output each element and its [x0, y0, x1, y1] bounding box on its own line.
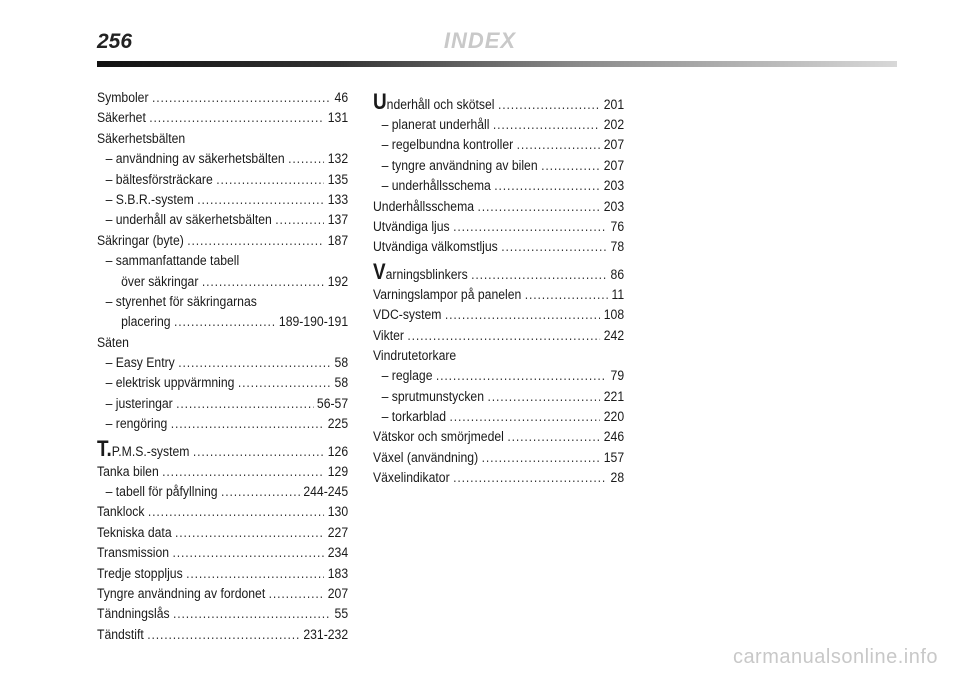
index-entry-label: över säkringar: [121, 273, 199, 290]
index-entry: [97, 292, 348, 312]
index-entry-label: Växel (användning): [373, 449, 479, 466]
index-entry: [97, 584, 348, 604]
index-entry-page: 189-190-191: [278, 314, 349, 331]
index-entry: [97, 502, 348, 522]
index-entry: [97, 210, 348, 230]
index-entry-page: 126: [327, 443, 349, 460]
dot-leader: [541, 156, 600, 176]
dot-leader: [507, 427, 600, 447]
dot-leader: [171, 414, 325, 434]
dot-leader: [269, 584, 325, 604]
index-entry-page: 227: [327, 524, 349, 541]
index-entry-label: – styrenhet för säkringarnas: [105, 293, 257, 310]
index-entry: [373, 115, 624, 135]
dot-leader: [493, 115, 600, 135]
index-entry-label: – regelbundna kontroller: [381, 137, 514, 154]
index-entry-label: Underhåll och skötsel: [373, 89, 495, 114]
index-entry-label: Tändningslås: [97, 606, 170, 623]
index-entry: [373, 197, 624, 217]
index-entry: [97, 482, 348, 502]
dot-leader: [178, 353, 331, 373]
index-entry: [373, 89, 625, 115]
index-entry: [97, 129, 348, 149]
page-number: 256: [97, 30, 133, 53]
index-entry-page: 11: [611, 286, 625, 303]
index-entry-label: – underhåll av säkerhetsbälten: [105, 212, 272, 229]
index-entry-page: 78: [610, 239, 625, 256]
index-entry: [373, 176, 624, 196]
index-entry: [373, 285, 624, 305]
index-entry-label: Tredje stoppljus: [97, 565, 183, 582]
dot-leader: [216, 170, 324, 190]
index-entry-label: Säkerhetsbälten: [97, 130, 186, 147]
dot-leader: [482, 448, 601, 468]
index-entry-page: 220: [603, 409, 625, 426]
dot-leader: [173, 604, 331, 624]
index-entry-label: Tyngre användning av fordonet: [97, 585, 266, 602]
index-entry-label: – rengöring: [105, 416, 168, 433]
index-entry-label: – reglage: [381, 368, 433, 385]
index-entry-page: 221: [603, 388, 625, 405]
index-entry-page: 207: [327, 585, 349, 602]
index-entry-label: Säkringar (byte): [97, 232, 184, 249]
dot-leader: [149, 108, 324, 128]
index-entry: [97, 625, 348, 645]
index-entry-page: 183: [327, 565, 349, 582]
index-entry: [97, 170, 348, 190]
index-entry-page: 244-245: [303, 484, 349, 501]
index-entry: [373, 156, 624, 176]
index-entry-page: 207: [603, 137, 625, 154]
index-entry: [97, 108, 348, 128]
index-entry-page: 58: [334, 375, 349, 392]
index-entry: [97, 190, 348, 210]
index-entry-label: – elektrisk uppvärmning: [105, 375, 235, 392]
index-entry: [373, 326, 624, 346]
index-entry-page: 225: [327, 416, 349, 433]
index-entry-page: 133: [327, 191, 349, 208]
dot-leader: [288, 149, 324, 169]
dot-leader: [148, 502, 324, 522]
index-entry-label: – sammanfattande tabell: [105, 253, 240, 270]
index-entry: [97, 231, 348, 251]
index-entry-label: – Easy Entry: [105, 355, 175, 372]
index-entry: [373, 468, 624, 488]
index-entry-page: 108: [603, 307, 625, 324]
index-entry-page: 192: [327, 273, 349, 290]
index-entry-label: – S.B.R.-system: [105, 191, 194, 208]
dot-leader: [174, 312, 275, 332]
index-entry-page: 207: [603, 157, 625, 174]
dot-leader: [193, 442, 324, 462]
dot-leader: [186, 564, 324, 584]
index-entry: [373, 387, 624, 407]
index-entry-page: 234: [327, 545, 349, 562]
index-entry: [373, 448, 624, 468]
index-entry: [373, 305, 624, 325]
dot-leader: [147, 625, 300, 645]
index-entry-page: 131: [327, 110, 349, 127]
dot-leader: [477, 197, 600, 217]
index-entry: [373, 427, 624, 447]
index-entry-label: Vätskor och smörjmedel: [373, 429, 504, 446]
index-entry-label: – planerat underhåll: [381, 117, 490, 133]
index-entry: [373, 258, 625, 285]
index-entry-label: – underhållsschema: [381, 178, 491, 195]
index-entry-page: 246: [603, 429, 625, 446]
index-entry-page: 202: [603, 117, 625, 133]
dot-leader: [175, 523, 324, 543]
index-entry-label: VDC-system: [373, 307, 442, 324]
index-entry-label: – tyngre användning av bilen: [381, 157, 538, 174]
dot-leader: [445, 305, 600, 325]
dot-leader: [176, 394, 313, 414]
index-entry-label: T.P.M.S.-system: [97, 435, 190, 461]
index-entry: [97, 149, 348, 169]
index-entry: [97, 251, 348, 271]
index-entry-page: 203: [603, 198, 625, 215]
index-entry-label: Tanka bilen: [97, 463, 159, 480]
index-entry-label: Transmission: [97, 545, 170, 562]
index-entry: [97, 312, 348, 332]
index-entry-label: Växelindikator: [373, 470, 450, 487]
index-entry-label: Vindrutetorkare: [373, 347, 457, 364]
index-entry-page: 55: [334, 606, 349, 623]
index-entry-label: Säkerhet: [97, 110, 146, 127]
index-entry-page: 157: [603, 449, 625, 466]
index-entry-label: Utvändiga välkomstljus: [373, 239, 498, 256]
dot-leader: [501, 237, 607, 257]
dot-leader: [498, 95, 600, 115]
index-entry: [373, 217, 624, 237]
index-entry: [97, 88, 348, 108]
index-entry-page: 203: [603, 178, 625, 195]
index-entry-label: – tabell för påfyllning: [105, 484, 218, 501]
index-entry-label: Symboler: [97, 90, 149, 106]
index-entry-page: 129: [327, 463, 349, 480]
dot-leader: [471, 265, 607, 285]
dot-leader: [152, 88, 331, 108]
index-entry: [373, 135, 624, 155]
index-entry: [97, 373, 348, 393]
index-entry-page: 135: [327, 171, 349, 188]
dot-leader: [238, 373, 331, 393]
index-entry-label: Tekniska data: [97, 524, 172, 541]
index-entry-label: Tändstift: [97, 626, 144, 643]
index-entry: [373, 346, 624, 366]
index-entry-page: 58: [334, 355, 349, 372]
index-entry-label: – justeringar: [105, 395, 173, 412]
index-entry-page: 137: [327, 212, 349, 229]
watermark[interactable]: carmanualsonline.info: [732, 646, 938, 668]
index-entry: [97, 394, 348, 414]
index-entry-page: 56-57: [316, 395, 349, 412]
dot-leader: [487, 387, 600, 407]
index-entry-page: 187: [327, 232, 349, 249]
dot-leader: [436, 366, 607, 386]
dot-leader: [494, 176, 600, 196]
index-entry-label: – användning av säkerhetsbälten: [105, 151, 285, 168]
index-entry-page: 201: [603, 97, 625, 113]
index-column-left: [97, 88, 348, 645]
dot-leader: [197, 190, 324, 210]
dot-leader: [162, 462, 324, 482]
index-entry-page: 231-232: [303, 626, 349, 643]
index-entry-label: – torkarblad: [381, 409, 447, 426]
page-title: INDEX: [443, 28, 517, 53]
dot-leader: [517, 135, 601, 155]
index-entry-page: 46: [334, 90, 349, 106]
header-divider: [97, 61, 897, 67]
dot-leader: [275, 210, 324, 230]
index-entry-page: 130: [327, 504, 349, 521]
index-entry: [373, 407, 624, 427]
index-entry-label: Tanklock: [97, 504, 145, 521]
dot-leader: [173, 543, 325, 563]
index-entry-label: Säten: [97, 334, 129, 351]
index-entry: [97, 353, 348, 373]
index-entry-label: Underhållsschema: [373, 198, 475, 215]
index-entry-page: 86: [610, 266, 625, 283]
index-entry-label: Varningslampor på panelen: [373, 286, 522, 303]
dot-leader: [453, 217, 607, 237]
index-entry-label: – bältesförsträckare: [105, 171, 213, 188]
index-entry: [97, 604, 348, 624]
index-entry-label: – sprutmunstycken: [381, 388, 485, 405]
index-entry-page: 132: [327, 151, 349, 168]
index-entry: [97, 333, 348, 353]
dot-leader: [453, 468, 607, 488]
index-entry: [97, 543, 348, 563]
index-entry-page: 79: [610, 368, 625, 385]
index-entry-page: 76: [610, 218, 625, 235]
index-entry: [97, 462, 348, 482]
index-entry: [97, 435, 349, 462]
index-entry-page: 28: [610, 470, 625, 487]
index-entry: [373, 366, 624, 386]
index-entry: [97, 414, 348, 434]
index-entry: [97, 564, 348, 584]
index-entry-label: Vikter: [373, 327, 404, 344]
dot-leader: [407, 326, 600, 346]
index-entry: [97, 523, 348, 543]
index-entry-page: 242: [603, 327, 625, 344]
dot-leader: [202, 272, 324, 292]
index-entry-label: Utvändiga ljus: [373, 218, 450, 235]
index-entry-label: Varningsblinkers: [373, 258, 468, 284]
index-column-right: [373, 88, 624, 489]
dot-leader: [525, 285, 608, 305]
index-entry-label: placering: [121, 314, 171, 331]
dot-leader: [187, 231, 324, 251]
dot-leader: [221, 482, 300, 502]
index-entry: [373, 237, 624, 257]
dot-leader: [449, 407, 600, 427]
index-entry: [97, 272, 348, 292]
